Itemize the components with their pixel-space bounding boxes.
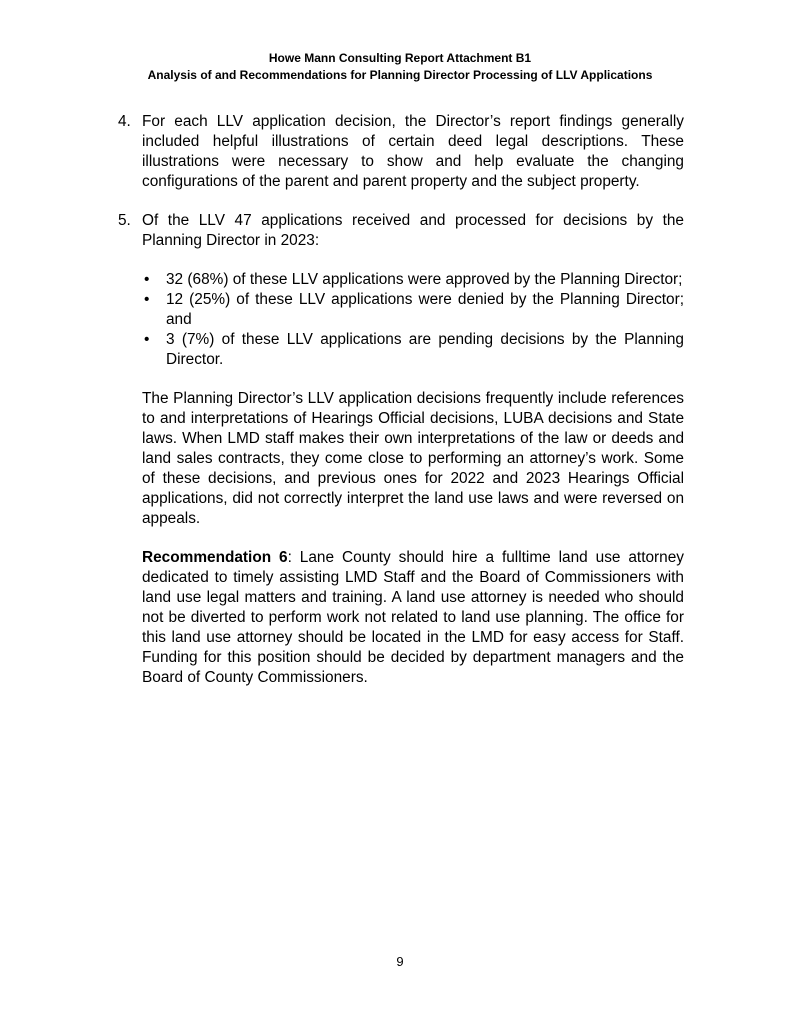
decisions-paragraph: The Planning Director’s LLV application decisions frequently include references to and interpretations of Hearings Official decisions, LUBA decisions and State laws. When LMD staff makes their own interpretations of the law or deeds and land sales contracts, they come close to performing an attorney’s work. Some of these decisions, and previous ones for 2022 and 2023 Hearings Official applications, did not correctly interpret the land use laws and were reversed on appeals. (142, 390, 684, 527)
list-item-5 (118, 211, 684, 251)
bullet-item-approved (142, 270, 684, 290)
page-number: 9 (396, 954, 404, 969)
bullet-text: 32 (68%) of these LLV applications were approved by the Planning Director; (166, 271, 683, 288)
item-number: 4. (118, 113, 131, 130)
bullet-item-denied (142, 290, 684, 330)
page-header (0, 50, 800, 84)
bullet-text: 3 (7%) of these LLV applications are pending decisions by the Planning Director. (166, 331, 684, 368)
bullet-item-pending (142, 330, 684, 370)
bullet-icon: • (144, 331, 150, 348)
list-item-4 (118, 112, 684, 192)
header-subtitle: Analysis of and Recommendations for Planning Director Processing of LLV Applications (147, 68, 653, 82)
recommendation-label: Recommendation 6 (142, 549, 288, 566)
item-number: 5. (118, 212, 131, 229)
bullet-icon: • (144, 271, 150, 288)
item-text: Of the LLV 47 applications received and processed for decisions by the Planning Director in 2023: (142, 212, 684, 249)
item-text: For each LLV application decision, the Director’s report findings generally included helpful illustrations of certain deed legal descriptions. These illustrations were necessary to show and help evaluate the changing configurations of the parent and parent property and the subject property. (142, 113, 684, 190)
bullet-text: 12 (25%) of these LLV applications were denied by the Planning Director; and (166, 291, 684, 328)
bullet-icon: • (144, 291, 150, 308)
bullet-list (142, 270, 684, 370)
document-body (118, 112, 684, 707)
recommendation-text: : Lane County should hire a fulltime land use attorney dedicated to timely assisting LMD Staff and the Board of Commissioners with land use legal matters and training. A land use attorney is needed who should not be diverted to perform work not related to land use planning. The office for this land use attorney should be located in the LMD for easy access for Staff. Funding for this position should be decided by department managers and the Board of County Commissioners. (142, 549, 684, 686)
recommendation-paragraph (142, 548, 684, 688)
header-title: Howe Mann Consulting Report Attachment B1 (268, 51, 532, 65)
